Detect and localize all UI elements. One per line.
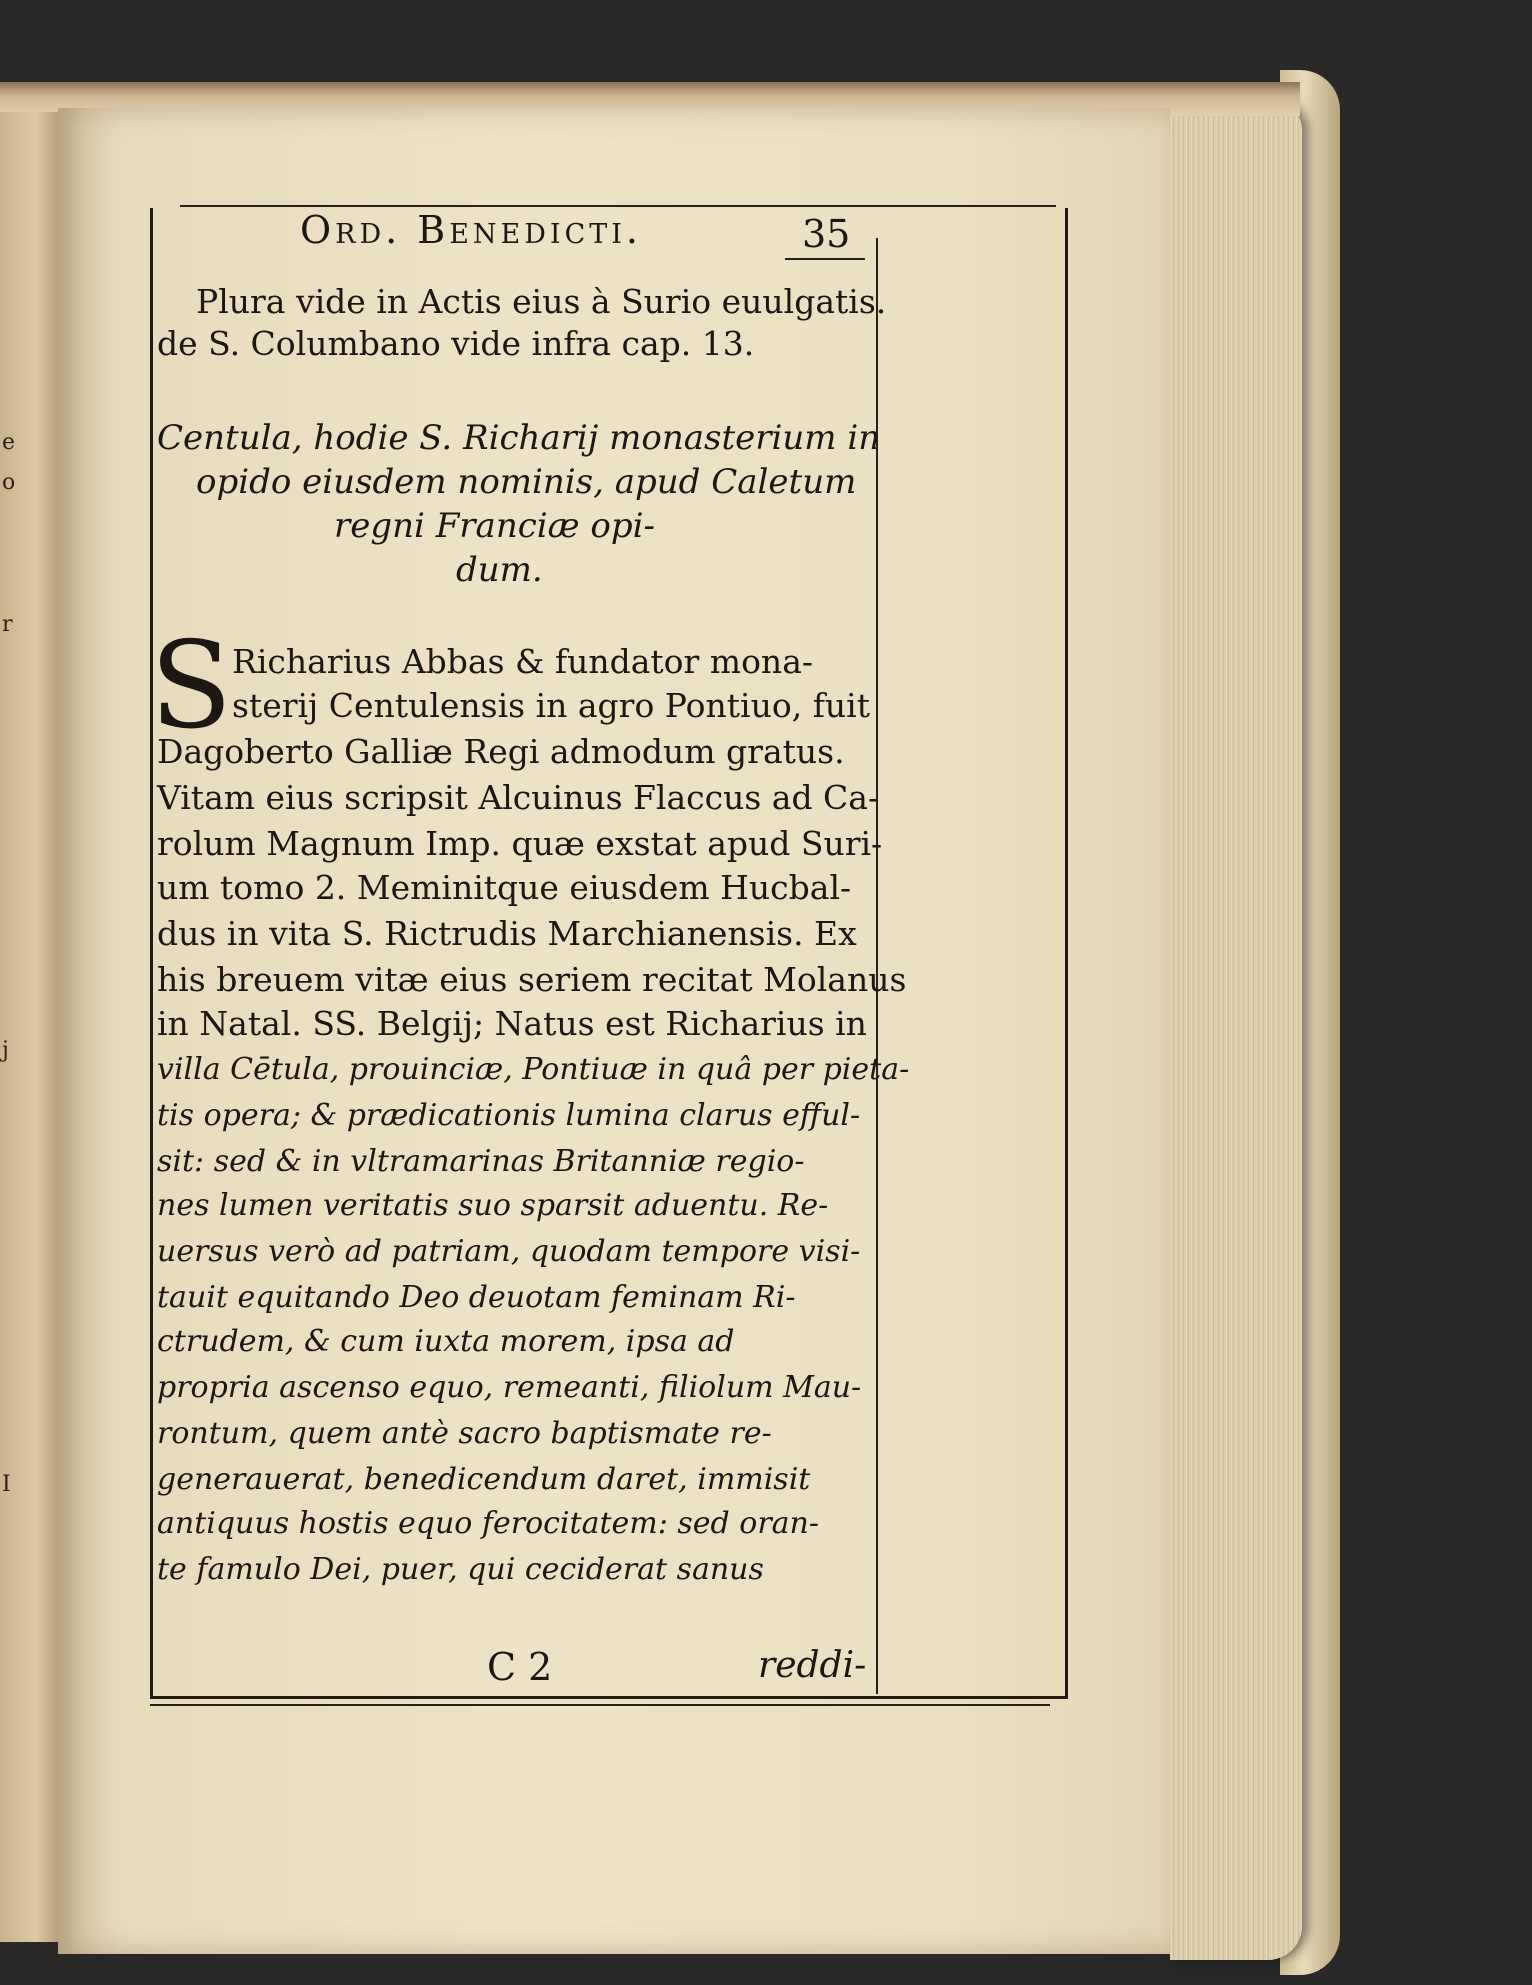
header-rule: [785, 258, 865, 260]
left-page-glyph: e: [2, 430, 16, 455]
body-line: tauit equitando Deo deuotam feminam Ri-: [157, 1280, 796, 1315]
body-line: te famulo Dei, puer, qui ceciderat sanus: [157, 1552, 764, 1587]
body-line: Vitam eius scripsit Alcuinus Flaccus ad Ca-: [157, 778, 880, 817]
intro-line: de S. Columbano vide infra cap. 13.: [157, 324, 755, 363]
body-line: ctrudem, & cum iuxta morem, ipsa ad: [157, 1324, 735, 1359]
signature-mark: C 2: [487, 1645, 553, 1689]
section-heading-line: Centula, hodie S. Richarij monasterium in: [157, 418, 881, 458]
running-head-title: Ord. Benedicti.: [300, 208, 642, 252]
intro-line: Plura vide in Actis eius à Surio euulgatis.: [196, 282, 887, 321]
drop-cap-initial: S: [150, 617, 233, 756]
body-line: tis opera; & prædicationis lumina clarus efful-: [157, 1098, 861, 1133]
body-line: Richarius Abbas & fundator mona-: [232, 642, 814, 681]
frame-top-rule: [180, 205, 1056, 207]
body-line: propria ascenso equo, remeanti, filiolum Mau-: [157, 1370, 862, 1405]
left-page-glyph: o: [2, 470, 16, 495]
body-line: his breuem vitæ eius seriem recitat Molanus: [157, 960, 907, 999]
catchword: reddi-: [758, 1645, 867, 1686]
left-page-glyph: j: [2, 1038, 9, 1063]
body-line: generauerat, benedicendum daret, immisit: [157, 1462, 811, 1497]
body-line: villa Cētula, prouinciæ, Pontiuæ in quâ per pieta-: [157, 1052, 910, 1087]
body-line: rontum, quem antè sacro baptismate re-: [157, 1416, 772, 1451]
body-line: nes lumen veritatis suo sparsit aduentu. Re-: [157, 1188, 829, 1223]
body-line: antiquus hostis equo ferocitatem: sed oran-: [157, 1506, 820, 1541]
page-fore-edge: [1170, 100, 1302, 1960]
frame-bottom-rule: [150, 1704, 1050, 1706]
body-line: Dagoberto Galliæ Regi admodum gratus.: [157, 732, 845, 771]
section-heading-line: regni Franciæ opi-: [334, 506, 656, 546]
body-line: sit: sed & in vltramarinas Britanniæ regio-: [157, 1144, 805, 1179]
body-line: sterij Centulensis in agro Pontiuo, fuit: [232, 686, 870, 725]
section-heading-line: opido eiusdem nominis, apud Caletum: [196, 462, 857, 502]
left-page-glyph: r: [2, 612, 13, 637]
body-line: um tomo 2. Meminitque eiusdem Hucbal-: [157, 868, 852, 907]
body-line: uersus verò ad patriam, quodam tempore visi-: [157, 1234, 861, 1269]
body-line: rolum Magnum Imp. quæ exstat apud Suri-: [157, 824, 883, 863]
left-page-glyph: I: [2, 1472, 11, 1497]
body-line: in Natal. SS. Belgij; Natus est Richarius in: [157, 1004, 867, 1043]
section-heading-line: dum.: [456, 550, 543, 590]
page-number: 35: [802, 212, 851, 256]
left-page-fragment: [0, 112, 60, 1942]
body-line: dus in vita S. Rictrudis Marchianensis. Ex: [157, 914, 857, 953]
